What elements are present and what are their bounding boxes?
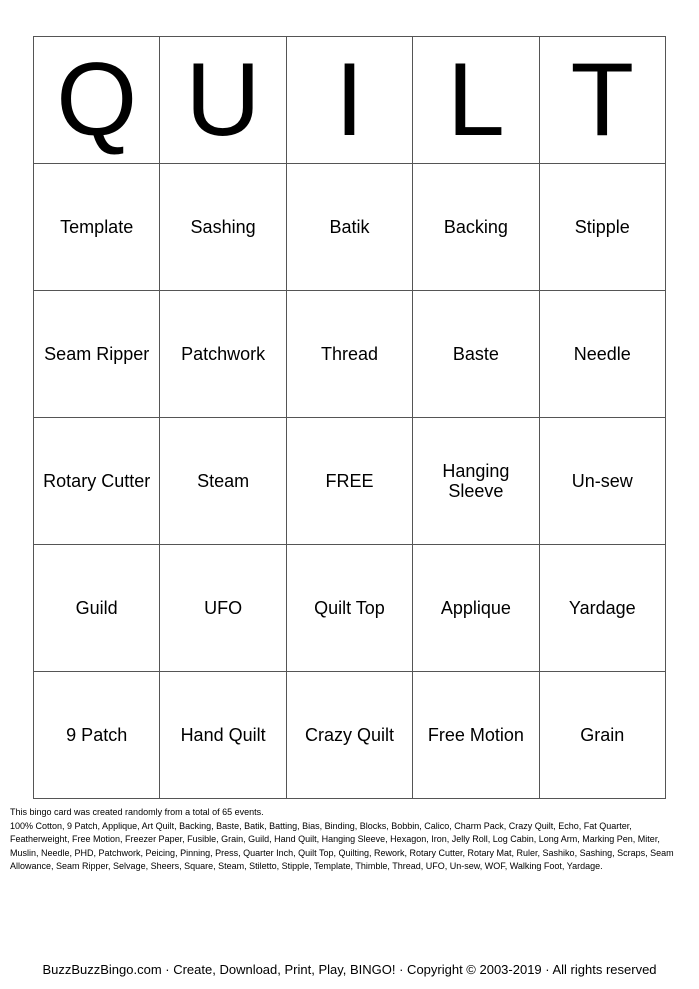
bingo-cell: Patchwork [160, 291, 286, 418]
bingo-cell: Needle [539, 291, 665, 418]
bingo-cell: Yardage [539, 545, 665, 672]
card-row [34, 418, 666, 545]
bingo-cell: Quilt Top [286, 545, 412, 672]
bingo-cell: 9 Patch [34, 672, 160, 799]
bingo-cell: UFO [160, 545, 286, 672]
bingo-cell: Template [34, 164, 160, 291]
bingo-cell: Crazy Quilt [286, 672, 412, 799]
bingo-cell: Batik [286, 164, 412, 291]
card-row [34, 164, 666, 291]
header-letter-t: T [539, 37, 665, 164]
bingo-cell: Stipple [539, 164, 665, 291]
bingo-cell: Guild [34, 545, 160, 672]
bingo-cell: Hanging Sleeve [413, 418, 539, 545]
event-list: 100% Cotton, 9 Patch, Applique, Art Quilt, Backing, Baste, Batik, Batting, Bias, Binding, Blocks, Bobbin, Calico, Charm Pack, Crazy Quilt, Echo, Fat Quarter, Featherweight, Free Motion, Freezer Paper, Fusible, Grain, Guild, Hand Quilt, Hanging Sleeve, Hexagon, Iron, Jelly Roll, Log Cabin, Long Arm, Marking Pen, Miter, Muslin, Needle, PHD, Patchwork, Peicing, Pinning, Press, Quarter Inch, Quilt Top, Quilting, Rework, Rotary Cutter, Rotary Mat, Ruler, Sashiko, Sashing, Scraps, Seam Allowance, Seam Ripper, Selvage, Sheers, Square, Steam, Stiletto, Stipple, Template, Thimble, Thread, UFO, Un-sew, WOF, Walking Foot, Yardage. [10, 820, 674, 871]
header-row [34, 37, 666, 164]
card-row [34, 545, 666, 672]
bingo-cell: Un-sew [539, 418, 665, 545]
header-letter-q: Q [34, 37, 160, 164]
bingo-cell: Baste [413, 291, 539, 418]
bingo-card [33, 36, 666, 799]
free-space-cell: FREE [286, 418, 412, 545]
bingo-cell: Backing [413, 164, 539, 291]
bingo-cell: Thread [286, 291, 412, 418]
card-footer-note [10, 806, 678, 874]
bingo-cell: Hand Quilt [160, 672, 286, 799]
header-letter-i: I [286, 37, 412, 164]
header-letter-u: U [160, 37, 286, 164]
bingo-cell: Sashing [160, 164, 286, 291]
bingo-cell: Rotary Cutter [34, 418, 160, 545]
generation-note: This bingo card was created randomly from a total of 65 events. [10, 807, 264, 817]
header-letter-l: L [413, 37, 539, 164]
copyright-line: BuzzBuzzBingo.com · Create, Download, Print, Play, BINGO! · Copyright © 2003-2019 · All rights reserved [42, 962, 657, 977]
bingo-cell: Free Motion [413, 672, 539, 799]
bingo-cell: Applique [413, 545, 539, 672]
card-row [34, 291, 666, 418]
bingo-cell: Grain [539, 672, 665, 799]
card-row [34, 672, 666, 799]
bingo-cell: Steam [160, 418, 286, 545]
bingo-cell: Seam Ripper [34, 291, 160, 418]
